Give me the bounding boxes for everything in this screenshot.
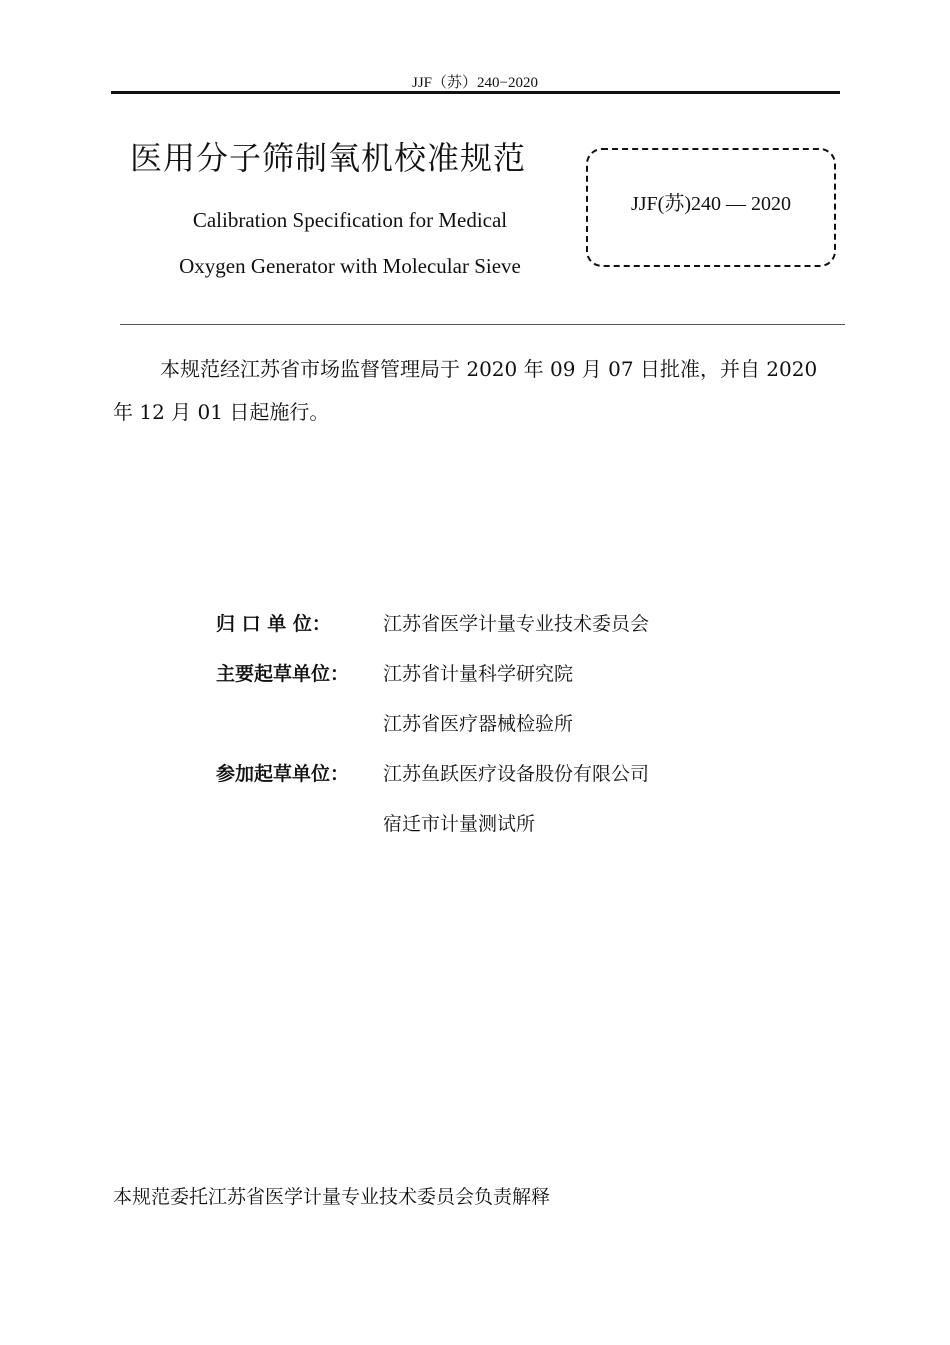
header-rule (111, 91, 840, 94)
org-label-main-drafting: 主要起草单位： (216, 663, 350, 685)
english-title-line2: Oxygen Generator with Molecular Sieve (179, 254, 521, 278)
org-value: 江苏省计量科学研究院 (383, 663, 574, 685)
org-value: 宿迁市计量测试所 (383, 813, 536, 835)
org-value: 江苏鱼跃医疗设备股份有限公司 (383, 763, 650, 785)
org-label-participating: 参加起草单位： (216, 763, 350, 785)
header-code: JJF（苏）240−2020 (412, 75, 538, 91)
code-box-text: JJF(苏)240 — 2020 (630, 193, 791, 215)
approval-line2: 年 12 月 01 日起施行。 (113, 400, 330, 424)
org-value: 江苏省医疗器械检验所 (383, 713, 574, 735)
footer-note: 本规范委托江苏省医学计量专业技术委员会负责解释 (113, 1186, 551, 1208)
approval-line1: 本规范经江苏省市场监督管理局于 2020 年 09 月 07 日批准，并自 2020 (160, 357, 818, 381)
org-value: 江苏省医学计量专业技术委员会 (383, 613, 650, 635)
divider (120, 324, 845, 325)
document-title: 医用分子筛制氧机校准规范 (130, 139, 527, 177)
org-label-centralized: 归 口 单 位： (216, 613, 331, 635)
english-title-line1: Calibration Specification for Medical (192, 208, 508, 232)
